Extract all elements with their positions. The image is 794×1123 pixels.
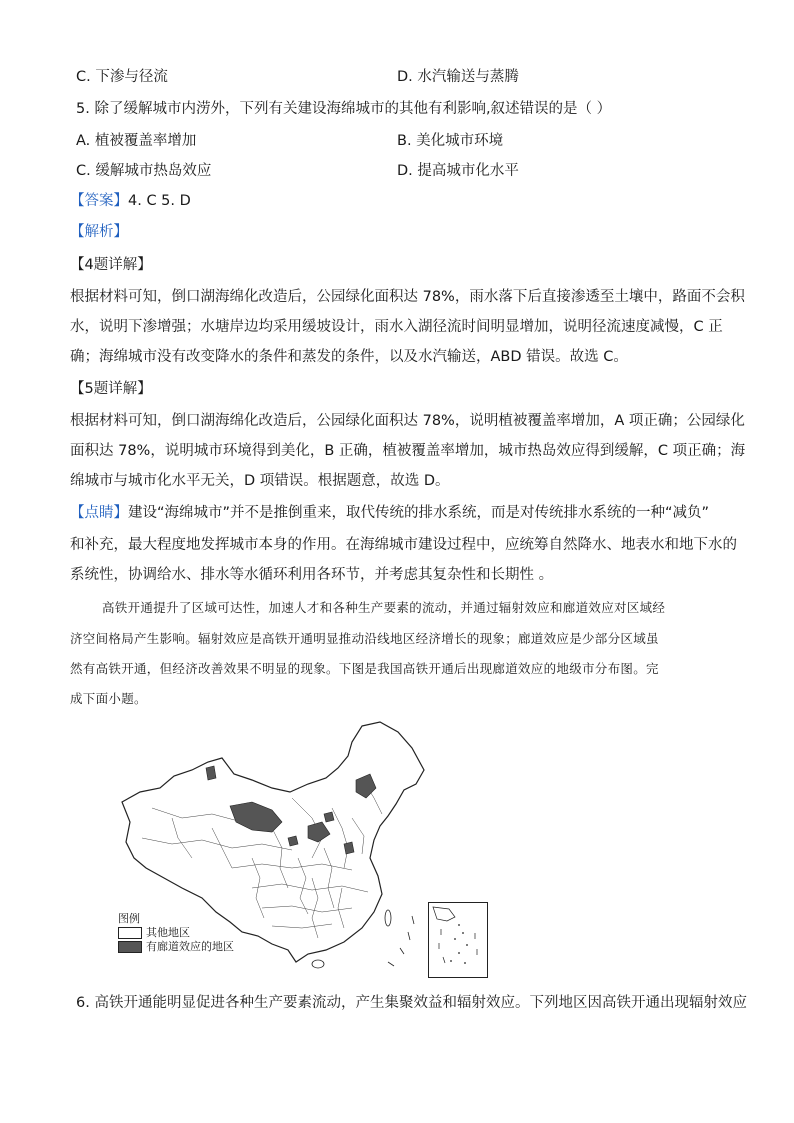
corridor-region xyxy=(206,766,216,780)
tips-tag: 【点睛】 xyxy=(70,505,128,521)
q5-stem: 5. 除了缓解城市内涝外，下列有关建设海绵城市的其他有利影响,叙述错误的是（ ） xyxy=(76,101,612,117)
q4-option-d: D. 水汽输送与蒸腾 xyxy=(397,69,519,85)
answer-text: 4. C 5. D xyxy=(128,193,191,209)
tips-line-1 xyxy=(70,502,709,524)
material-line-4: 成下面小题。 xyxy=(70,691,147,706)
corridor-region xyxy=(344,842,354,854)
map-legend xyxy=(118,912,234,954)
corridor-region xyxy=(324,812,334,822)
tips-line-2: 和补充，最大程度地发挥城市本身的作用。在海绵城市建设过程中，应统筹自然降水、地表水和地下水的 xyxy=(70,537,737,553)
q4-option-c: C. 下渗与径流 xyxy=(76,69,168,85)
legend-title: 图例 xyxy=(118,912,140,925)
q5-option-c: C. 缓解城市热岛效应 xyxy=(76,163,212,179)
detail5-line-1: 根据材料可知，倒口湖海绵化改造后，公园绿化面积达 78%，说明植被覆盖率增加，A 项正确；公园绿化 xyxy=(70,413,745,429)
tips-text-1: 建设“海绵城市”并不是推倒重来，取代传统的排水系统，而是对传统排水系统的一种“减负” xyxy=(128,505,710,521)
material-line-3: 然有高铁开通，但经济改善效果不明显的现象。下图是我国高铁开通后出现廊道效应的地级市分布图。完 xyxy=(70,661,659,676)
legend-label-corridor: 有廊道效应的地区 xyxy=(146,940,234,953)
sea-boundary-dashes xyxy=(388,916,414,966)
q5-option-d: D. 提高城市化水平 xyxy=(397,163,519,179)
answer-line xyxy=(70,190,191,212)
q5-option-b: B. 美化城市环境 xyxy=(397,133,504,149)
taiwan-island xyxy=(385,910,391,926)
detail5-heading: 【5题详解】 xyxy=(70,381,152,397)
detail5-line-2: 面积达 78%，说明城市环境得到美化，B 正确，植被覆盖率增加，城市热岛效应得到缓解，C 项正确；海 xyxy=(70,443,746,459)
q5-option-a: A. 植被覆盖率增加 xyxy=(76,133,197,149)
detail4-heading: 【4题详解】 xyxy=(70,257,152,273)
legend-row-other xyxy=(118,926,234,940)
legend-row-corridor xyxy=(118,940,234,954)
material-line-2: 济空间格局产生影响。辐射效应是高铁开通明显推动沿线地区经济增长的现象；廊道效应是少部分区域虽 xyxy=(70,631,659,646)
answer-tag: 【答案】 xyxy=(70,193,128,209)
inset-svg xyxy=(429,903,487,977)
legend-swatch-other xyxy=(118,927,142,939)
detail5-line-3: 绵城市与城市化水平无关，D 项错误。根据题意，故选 D。 xyxy=(70,473,450,489)
legend-swatch-corridor xyxy=(118,941,142,953)
legend-label-other: 其他地区 xyxy=(146,926,190,939)
tips-line-3: 系统性，协调给水、排水等水循环利用各环节，并考虑其复杂性和长期性 。 xyxy=(70,567,554,583)
hainan-island xyxy=(312,960,324,968)
south-china-sea-inset xyxy=(428,902,488,978)
detail4-line-2: 水，说明下渗增强；水塘岸边均采用缓坡设计，雨水入湖径流时间明显增加，说明径流速度减慢，C 正 xyxy=(70,319,723,335)
detail4-line-3: 确；海绵城市没有改变降水的条件和蒸发的条件，以及水汽输送，ABD 错误。故选 C。 xyxy=(70,349,628,365)
corridor-region xyxy=(288,836,298,846)
q6-stem: 6. 高铁开通能明显促进各种生产要素流动，产生集聚效益和辐射效应。下列地区因高铁开通出现辐射效应 xyxy=(76,995,747,1011)
material-line-1: 高铁开通提升了区域可达性，加速人才和各种生产要素的流动，并通过辐射效应和廊道效应对区域经 xyxy=(102,600,666,615)
analysis-tag: 【解析】 xyxy=(70,224,128,240)
detail4-line-1: 根据材料可知，倒口湖海绵化改造后，公园绿化面积达 78%，雨水落下后直接渗透至土壤中，路面不会积 xyxy=(70,289,745,305)
